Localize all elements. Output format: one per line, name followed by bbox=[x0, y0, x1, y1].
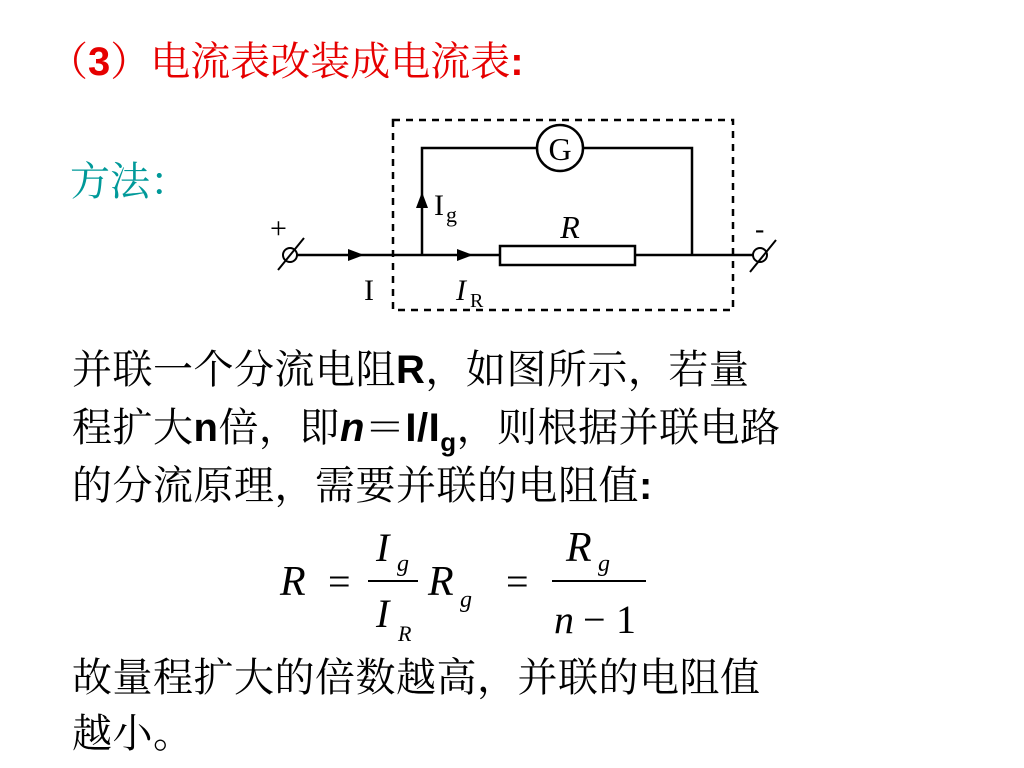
title-close-paren: ） bbox=[110, 39, 151, 85]
text-segment: ，如图所示，若量 bbox=[425, 347, 750, 393]
text-segment: 并联一个分流电阻 bbox=[72, 347, 396, 393]
formula-den1-I: I bbox=[376, 591, 390, 636]
formula-eq2: = bbox=[506, 559, 529, 604]
circuit-diagram bbox=[250, 110, 790, 315]
text-segment: 倍，即 bbox=[218, 405, 340, 451]
method-label: 方法： bbox=[70, 159, 190, 205]
formula-mid-R: R bbox=[428, 559, 454, 605]
galvanometer-label: G bbox=[548, 131, 572, 167]
positive-terminal bbox=[270, 212, 304, 270]
galvanometer-symbol bbox=[537, 125, 583, 171]
minus-sign: - bbox=[755, 214, 765, 245]
formula-num1-sub: g bbox=[397, 551, 409, 577]
formula-den2-minus: − bbox=[583, 597, 606, 642]
label-r-current-sub: R bbox=[470, 290, 484, 312]
symbol-n: n bbox=[193, 406, 219, 450]
symbol-n-italic: n bbox=[339, 406, 365, 450]
formula-eq1: = bbox=[328, 559, 351, 604]
slide-title bbox=[48, 30, 524, 87]
conclusion-line-1: 故量程扩大的倍数越高，并联的电阻值 bbox=[72, 655, 761, 701]
title-colon: : bbox=[510, 40, 524, 84]
formula-den1-sub: R bbox=[398, 621, 412, 646]
resistor-symbol bbox=[500, 246, 635, 265]
symbol-ratio: I/I bbox=[405, 406, 441, 450]
paragraph-line-2 bbox=[72, 400, 781, 460]
equals-sign: ＝ bbox=[364, 405, 406, 451]
arrow-total-current bbox=[348, 249, 364, 261]
formula-num2-sub: g bbox=[598, 551, 610, 577]
text-segment: 程扩大 bbox=[72, 405, 194, 451]
formula-den2-n: n bbox=[554, 597, 574, 642]
label-total-current: I bbox=[364, 274, 374, 307]
label-g-current: I bbox=[434, 189, 444, 222]
colon: : bbox=[639, 464, 653, 508]
arrow-g-current bbox=[416, 192, 428, 208]
conclusion-line-2: 越小。 bbox=[72, 711, 194, 757]
text-segment: ，则根据并联电路 bbox=[456, 405, 781, 451]
label-r-current: I bbox=[456, 274, 466, 307]
label-g-current-sub: g bbox=[446, 202, 457, 227]
formula-num1-I: I bbox=[376, 525, 390, 570]
resistor-label: R bbox=[560, 209, 580, 245]
title-number: 3 bbox=[88, 40, 111, 84]
plus-sign: + bbox=[270, 212, 287, 245]
formula-num2-R: R bbox=[566, 525, 592, 571]
subscript-g: g bbox=[440, 427, 457, 457]
formula bbox=[270, 515, 660, 650]
formula-mid-sub: g bbox=[460, 587, 472, 613]
title-text: 电流表改装成电流表 bbox=[150, 39, 511, 85]
negative-terminal bbox=[750, 214, 776, 272]
formula-den2-one: 1 bbox=[616, 597, 636, 642]
arrow-r-current bbox=[457, 249, 473, 261]
text-segment: 的分流原理，需要并联的电阻值 bbox=[72, 463, 639, 509]
formula-lhs-R: R bbox=[280, 559, 306, 605]
paragraph-line-1 bbox=[72, 342, 749, 398]
paragraph-line-3 bbox=[72, 458, 653, 514]
symbol-R: R bbox=[396, 348, 426, 392]
title-open-paren: （ bbox=[48, 39, 88, 85]
